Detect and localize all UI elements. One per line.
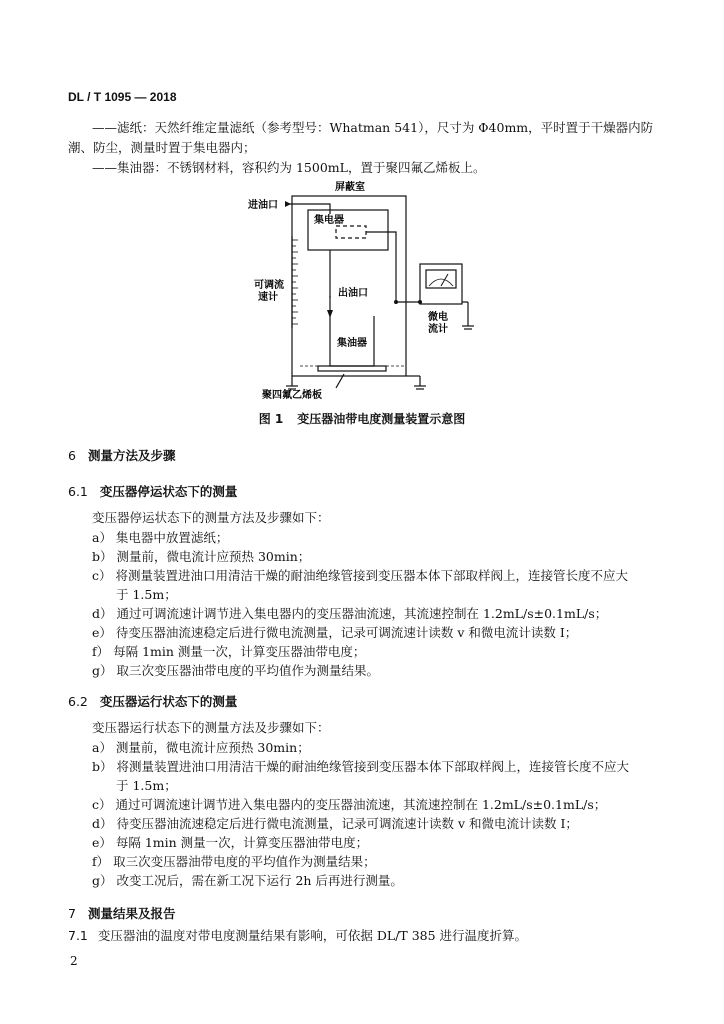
section-6-2-number: 6.2	[68, 694, 88, 709]
figure-caption	[0, 410, 724, 427]
label-ptfe-plate: 聚四氟乙烯板	[262, 390, 322, 401]
section-6-1-item-e: e） 待变压器油流速稳定后进行微电流测量，记录可调流速计读数 v 和微电流计读数 I；	[92, 625, 578, 640]
section-6-2-item-a: a） 测量前，微电流计应预热 30min；	[92, 740, 310, 755]
intro-line-1: ——滤纸：天然纤维定量滤纸（参考型号：Whatman 541），尺寸为 Φ40mm，平时置于干燥器内防	[92, 120, 654, 135]
section-7-1-text: 变压器油的温度对带电度测量结果有影响，可依据 DL/T 385 进行温度折算。	[97, 928, 528, 943]
section-6-1-item-g: g） 取三次变压器油带电度的平均值作为测量结果。	[92, 663, 379, 678]
figure-number: 图 1	[258, 412, 284, 426]
section-6-1-item-c-cont: 于 1.5m；	[116, 587, 177, 602]
section-6-1-item-a: a） 集电器中放置滤纸；	[92, 530, 229, 545]
page-number: 2	[70, 954, 78, 968]
document-header: DL / T 1095 — 2018	[68, 90, 177, 104]
section-6-2-item-e: e） 每隔 1min 测量一次，计算变压器油带电度；	[92, 835, 369, 850]
section-7-1-paragraph	[68, 928, 527, 944]
intro-line-3: ——集油器：不锈钢材料，容积约为 1500mL，置于聚四氟乙烯板上。	[92, 160, 486, 175]
collector-filter	[336, 226, 366, 238]
label-oil-inlet: 进油口	[248, 200, 278, 211]
intro-line-2: 潮、防尘，测量时置于集电器内；	[68, 140, 256, 155]
section-6-1-heading	[68, 482, 237, 500]
section-6-1-item-c: c） 将测量装置进油口用清洁干燥的耐油绝缘管接到变压器本体下部取样阀上，连接管长度不应大	[92, 568, 628, 583]
shield-room-box	[292, 196, 406, 376]
section-6-2-item-b-cont: 于 1.5m；	[116, 778, 177, 793]
section-7-heading	[68, 904, 175, 922]
label-microammeter-2: 流计	[428, 324, 448, 335]
section-6-2-item-c: c） 通过可调流速计调节进入集电器内的变压器油流速，其流速控制在 1.2mL/s±0.1mL/s；	[92, 797, 607, 812]
section-6-2-item-d: d） 待变压器油流速稳定后进行微电流测量，记录可调流速计读数 v 和微电流计读数 I；	[92, 816, 578, 831]
signal-lead	[366, 232, 420, 302]
section-6-number: 6	[68, 448, 76, 463]
section-6-heading	[68, 446, 175, 464]
section-6-2-heading	[68, 692, 237, 710]
section-6-1-number: 6.1	[68, 484, 88, 499]
label-microammeter-1: 微电	[428, 312, 448, 323]
label-oil-outlet: 出油口	[338, 288, 368, 299]
section-6-1-title: 变压器停运状态下的测量	[99, 484, 238, 499]
section-6-title: 测量方法及步骤	[87, 448, 176, 463]
section-6-1-intro: 变压器停运状态下的测量方法及步骤如下：	[92, 510, 330, 525]
measurement-apparatus-diagram	[0, 178, 724, 408]
label-shield-room: 屏蔽室	[335, 182, 365, 193]
label-collector: 集电器	[314, 215, 344, 226]
section-6-2-intro: 变压器运行状态下的测量方法及步骤如下：	[92, 720, 330, 735]
label-flowmeter-2: 速计	[258, 292, 278, 303]
ptfe-plate	[318, 366, 386, 371]
section-6-1-item-b: b） 测量前，微电流计应预热 30min；	[92, 549, 311, 564]
label-oil-tank: 集油器	[337, 338, 367, 349]
section-7-number: 7	[68, 906, 76, 921]
figure-title: 变压器油带电度测量装置示意图	[297, 412, 466, 426]
section-6-2-item-b: b） 将测量装置进油口用清洁干燥的耐油绝缘管接到变压器本体下部取样阀上，连接管长度不应大	[92, 759, 629, 774]
oil-inlet-arrow	[285, 201, 291, 207]
section-6-1-item-f: f） 每隔 1min 测量一次，计算变压器油带电度；	[92, 644, 366, 659]
section-6-2-item-f: f） 取三次变压器油带电度的平均值作为测量结果；	[92, 854, 376, 869]
section-7-title: 测量结果及报告	[87, 906, 176, 921]
section-6-2-title: 变压器运行状态下的测量	[99, 694, 238, 709]
section-6-1-item-d: d） 通过可调流速计调节进入集电器内的变压器油流速，其流速控制在 1.2mL/s±0.1mL/s；	[92, 606, 608, 621]
label-flowmeter-1: 可调流	[254, 280, 284, 291]
section-7-1-number: 7.1	[68, 928, 88, 943]
section-6-2-item-g: g） 改变工况后，需在新工况下运行 2h 后再进行测量。	[92, 873, 403, 888]
